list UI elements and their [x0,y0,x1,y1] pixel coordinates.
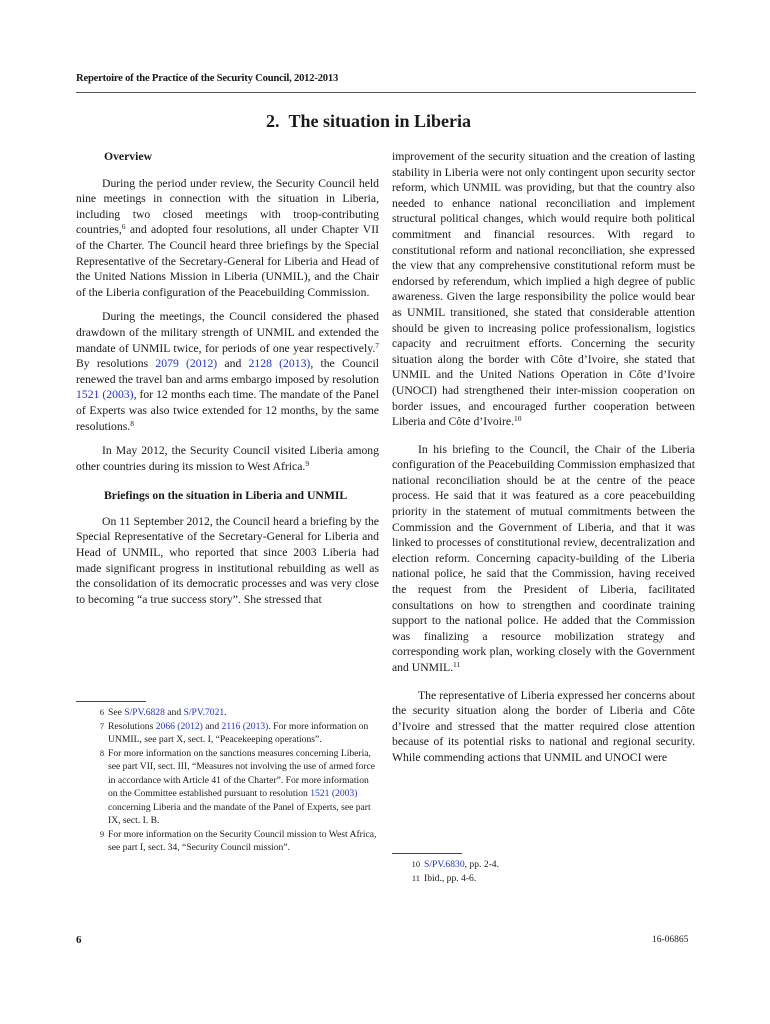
footnote-text: and [202,720,222,732]
footnote-text: For more information on the sanctions measures concerning Liberia, see part VII, sect. III, “Measures not involving the use of armed force in accordance with Article 41 of the Charter”. For more information on the Committee established pursuant to resolution [108,747,376,799]
footnote-mark: 10 [411,860,420,869]
footnote-mark: 11 [411,873,420,883]
paragraph-text: improvement of the security situation and the creation of lasting stability in Liberia were not only contingent upon security sector reform, which UNMIL was providing, but that the country also needed to enhance national reconciliation and implement structural political changes, which would require both political commitment and financial resources. With regard to constitutional reform and national reconciliation, she expressed the view that any comprehensive constitutional reform must be endorsed by referendum, which implied a high degree of public awareness. Given the large responsibility the police would bear as UNMIL transitioned, she stated that considerable attention should be given to increasing police professionalism, logistics capacity and recruitment efforts. Concerning the security situation along the border with Côte d’Ivoire, she stated that UNMIL and the United Nations Operation in Côte d’Ivoire (UNOCI) had strengthened their inter-mission cooperation on border issues, and encouraged further cooperation between Liberia and Côte d’Ivoire. [392,150,695,429]
footnote-ref-11[interactable]: 11 [453,660,461,669]
footnote-10 [392,858,695,872]
footnote-text: See [108,707,125,718]
footnote-text: Resolutions [108,720,156,732]
spv-6828-link[interactable]: S/PV.6828 [124,707,165,718]
left-column [76,149,379,616]
footnote-mark: 9 [99,829,104,839]
footnote-ref-6[interactable]: 6 [121,222,126,232]
header-divider [76,92,696,93]
footnote-text: . For more information on UNMIL, see part X, sect. I, “Peacekeeping operations”. [108,720,369,745]
footnote-11 [392,872,695,886]
briefings-heading: Briefings on the situation in Liberia and UNMIL [104,489,348,503]
page-number: 6 [76,934,82,946]
footnote-divider [76,701,146,702]
footnote-ref-9[interactable]: 9 [305,458,310,468]
resolution-link-2128[interactable]: 2128 (2013) [248,357,311,371]
footnote-text: . [224,707,227,718]
footnote-body: For more information on the Security Council mission to West Africa, see part I, sect. 34, “Security Council mission”. [108,828,377,853]
overview-paragraph-1 [76,176,379,301]
resolution-link-2066[interactable]: 2066 (2012) [155,720,203,732]
footnote-8 [76,747,379,828]
overview-heading: Overview [104,150,153,163]
footnote-text: concerning Liberia and the mandate of the Panel of Experts, see part IX, sect. I. B. [108,801,371,826]
briefings-paragraph-2 [392,442,695,676]
resolution-link-1521[interactable]: 1521 (2003) [76,388,134,402]
paragraph-text: , the Council renewed the travel ban and arms embargo imposed by resolution [76,357,379,386]
document-code: 16-06865 [652,935,689,945]
footnote-text: , pp. 2-4. [464,859,499,870]
footnote-6 [76,706,379,720]
paragraph-text: In May 2012, the Security Council visited Liberia among other countries during its mission to West Africa. [76,444,379,473]
right-column [392,149,695,775]
paragraph-text: , for 12 months each time. The mandate of the Panel of Experts was also twice extended for 12 months, by the same resolutions. [76,388,379,433]
footnotes-right [392,853,695,885]
resolution-link-2079[interactable]: 2079 (2012) [155,357,218,371]
resolution-link-2116[interactable]: 2116 (2013) [221,720,269,732]
overview-paragraph-2 [76,309,379,434]
overview-paragraph-3 [76,443,379,474]
spv-6830-link[interactable]: S/PV.6830 [424,859,465,870]
paragraph-text: By resolutions [76,357,156,371]
section-title-text: The situation in Liberia [288,111,472,131]
briefings-paragraph-1: On 11 September 2012, the Council heard a briefing by the Special Representative of the Secretary-General for Liberia and Head of UNMIL, who reported that since 2003 Liberia had made significant progress in institutional rebuilding as well as the consolidation of its democratic processes and was very close to becoming “a true success story”. She stressed that [76,514,379,606]
briefings-paragraph-1-continued [392,149,695,430]
footnote-ref-10[interactable]: 10 [514,414,522,424]
paragraph-text: and [217,357,249,371]
footnote-text: and [164,707,184,718]
paragraph-text: During the meetings, the Council considered the phased drawdown of the military strength of UNMIL and extended the mandate of UNMIL twice, for periods of one year respectively. [76,310,379,355]
footnote-mark: 7 [99,721,104,731]
spv-7021-link[interactable]: S/PV.7021 [183,707,225,718]
section-number: 2. [266,111,280,131]
footnote-body [108,706,379,720]
footnote-9 [76,828,379,855]
section-title [266,111,471,132]
paragraph-text: In his briefing to the Council, the Chair of the Liberia configuration of the Peacebuilding Commission emphasized that national reconciliation should be at the centre of the peace process. He said that it was featured as a core peacebuilding priority in the statement of mutual commitments between the Commission and the Government of Liberia, and that it was linked to processes of constitutional review, decentralization and election reform. Concerning capacity-building of the Liberia national police, he said that the Commission, having received the request from the President of Liberia, facilitated consultations on how to strengthen and coordinate training support to the national police. He added that the Commission was finalizing a resource mobilization strategy and corresponding work plan, working closely with the Government and UNMIL. [392,442,695,674]
footnote-mark: 8 [99,748,104,758]
footnote-7 [76,720,379,747]
footnote-ref-7[interactable]: 7 [375,340,379,350]
footnote-body: Ibid., pp. 4-6. [424,872,477,884]
footnote-body [108,747,379,828]
paragraph-text: During the period under review, the Security Council held nine meetings in connection with the situation in Liberia, including two closed meetings with troop-contributing countries, [76,176,379,237]
footnote-mark: 6 [99,708,104,717]
footnote-ref-8[interactable]: 8 [130,418,134,428]
footnote-body [424,858,695,872]
running-header: Repertoire of the Practice of the Security Council, 2012-2013 [76,73,339,84]
paragraph-text: and adopted four resolutions, all under Chapter VII of the Charter. The Council heard three briefings by the Special Representative of the Secretary-General for Liberia and Head of the United Nations Mission in Liberia (UNMIL), and the Chair of the Liberia configuration of the Peacebuilding Commission. [76,223,379,299]
footnote-body [108,720,379,747]
resolution-link-1521-footnote[interactable]: 1521 (2003) [310,788,358,799]
footnotes-left [76,701,379,855]
briefings-paragraph-3: The representative of Liberia expressed her concerns about the security situation along the border of Liberia and Côte d’Ivoire and stressed that the matter required close attention because of its potential risks to national and regional security. While commending actions that UNMIL and UNOCI were [392,688,695,764]
footnote-divider [392,853,462,854]
